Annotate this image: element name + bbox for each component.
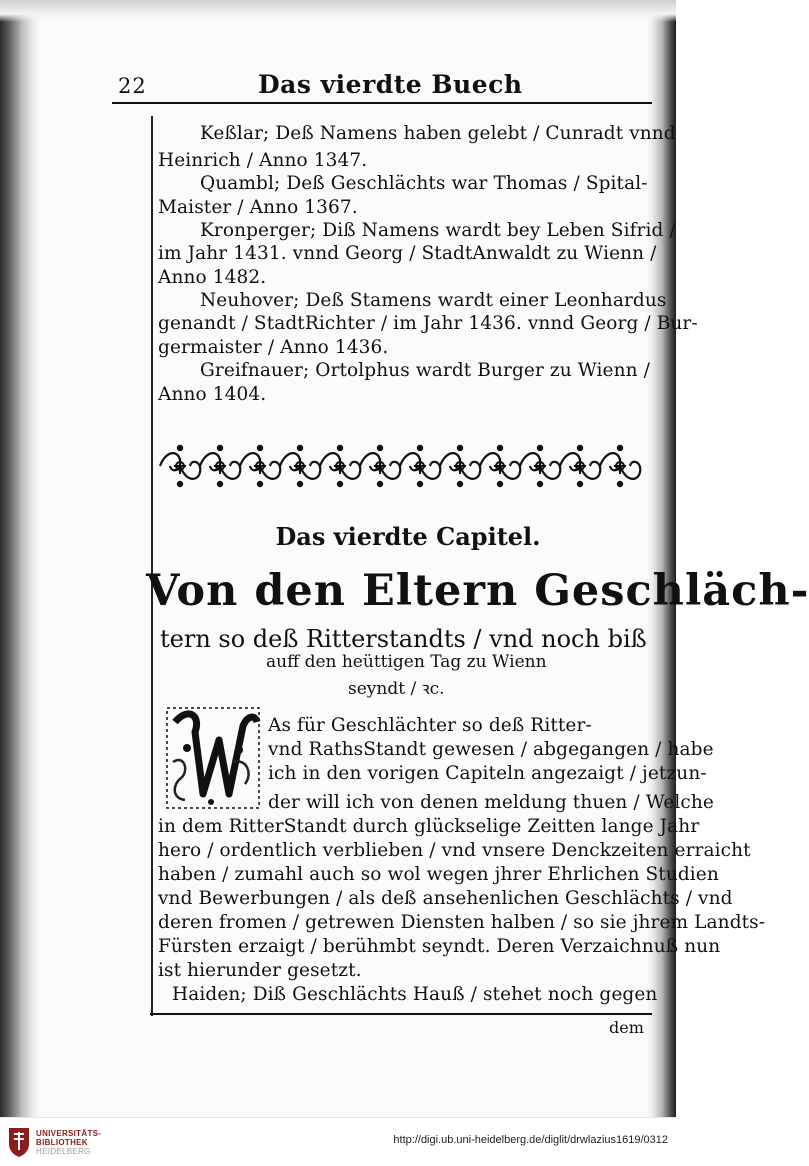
body-line: hero / ordentlich verblieben / vnd vnsere Denckzeiten erraicht [158, 840, 751, 861]
entry-line: Kronperger; Diß Namens wardt bey Leben Sifrid / [200, 220, 676, 241]
chapter-label: Das vierdte Capitel. [275, 522, 541, 551]
drop-cap-w-initial [163, 702, 263, 814]
footer-rule [150, 1013, 652, 1015]
body-line: vnd Bewerbungen / als deß ansehenlichen Geschlächts / vnd [158, 888, 733, 909]
chapter-title-line: tern so deß Ritterstandts / vnd noch biß [160, 625, 647, 653]
header-rule [112, 102, 652, 104]
entry-line: Anno 1482. [158, 267, 267, 288]
entry-line: germaister / Anno 1436. [158, 337, 389, 358]
chapter-title-line: seyndt / ꝛc. [348, 679, 445, 699]
catchword: dem [609, 1018, 644, 1037]
viewer-footer [0, 1117, 676, 1166]
entry-line: genandt / StadtRichter / im Jahr 1436. vnnd Georg / Bur- [158, 313, 698, 334]
running-head: Das vierdte Buech [258, 70, 523, 99]
entry-line: Maister / Anno 1367. [158, 197, 358, 218]
library-name[interactable] [36, 1129, 101, 1156]
entry-line: Neuhover; Deß Stamens wardt einer Leonhardus [200, 290, 667, 311]
body-line: ich in den vorigen Capiteln angezaigt / jetzun- [268, 763, 707, 784]
body-line: Haiden; Diß Geschlächts Hauß / stehet noch gegen [172, 984, 658, 1005]
ornament-border [160, 440, 640, 492]
page-number: 22 [118, 74, 147, 98]
body-line: der will ich von denen meldung thuen / Welche [268, 792, 714, 813]
body-line: Fürsten erzaigt / berühmbt seyndt. Deren Verzaichnuß nun [158, 936, 721, 957]
entry-line: Quambl; Deß Geschlächts war Thomas / Spital- [200, 173, 648, 194]
page-edge-left [0, 0, 40, 1117]
page-edge-top [0, 0, 676, 22]
library-name-line: HEIDELBERG [36, 1147, 91, 1156]
source-url[interactable]: http://digi.ub.uni-heidelberg.de/diglit/drwlazius1619/0312 [393, 1134, 668, 1146]
body-line: haben / zumahl auch so wol wegen jhrer Ehrlichen Studien [158, 864, 719, 885]
entry-line: Anno 1404. [158, 384, 267, 405]
library-name-line: UNIVERSITÄTS- [36, 1129, 102, 1138]
body-line: As für Geschlächter so deß Ritter- [268, 715, 592, 736]
entry-line: Greifnauer; Ortolphus wardt Burger zu Wienn / [200, 360, 650, 381]
body-line: in dem RitterStandt durch glückselige Zeitten lange Jahr [158, 816, 700, 837]
library-name-line: BIBLIOTHEK [36, 1138, 88, 1147]
chapter-title-line: auff den heüttigen Tag zu Wienn [266, 652, 547, 672]
body-line: ist hierunder gesetzt. [158, 960, 362, 981]
chapter-title: Von den Eltern Geschläch- [146, 566, 809, 616]
body-line: deren fromen / getrewen Diensten halben / so sie jhrem Landts- [158, 912, 766, 933]
university-library-logo-icon [6, 1124, 32, 1158]
body-line: vnd RathsStandt gewesen / abgegangen / habe [268, 739, 714, 760]
entry-line: Keßlar; Deß Namens haben gelebt / Cunradt vnnd [200, 123, 676, 144]
entry-line: Heinrich / Anno 1347. [158, 150, 368, 171]
entry-line: im Jahr 1431. vnnd Georg / StadtAnwaldt zu Wienn / [158, 243, 657, 264]
